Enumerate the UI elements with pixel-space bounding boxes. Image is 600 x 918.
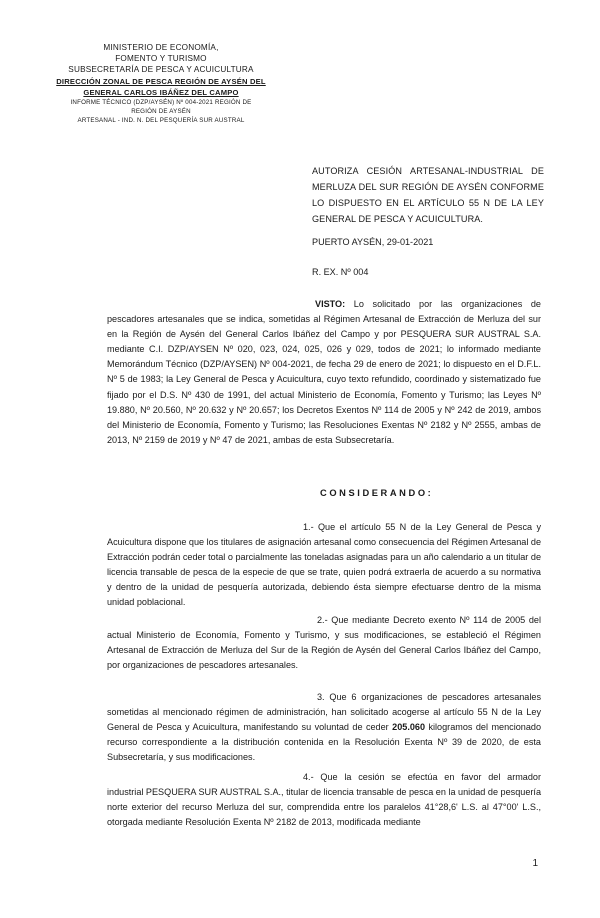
- header-line-small: ARTESANAL - IND. N. DEL PESQUERÍA SUR AUSTRAL: [77, 117, 245, 125]
- header-line: FOMENTO Y TURISMO: [115, 54, 207, 64]
- considerando-paragraph-1: 1.- Que el artículo 55 N de la Ley General de Pesca y Acuicultura dispone que los titulares de asignación artesanal como consecuencia del Régimen Artesanal de Extracción podrán ceder total o parcialmente las toneladas asignadas para un año calendario a un titular de licencia transable de pesca de la especie de que se trate, quien podrá extraerla de acuerdo a su normativa y dentro de la unidad de pesquería autorizada, debiendo ésta siempre efectuarse dentro de la misma unidad poblacional.: [107, 522, 541, 608]
- resolution-date: PUERTO AYSÉN, 29-01-2021: [312, 237, 434, 247]
- paragraph-text: 3. Que 6 organizaciones de pescadores artesanales sometidas al mencionado régimen de administración, han solicitado acogerse al artículo 55 N de la Ley General de Pesca y Acuicultura, manifestando su voluntad de ceder: [107, 692, 541, 733]
- header-line-small: INFORME TÉCNICO (DZP/AYSÉN) Nº 004-2021 REGIÓN DE: [70, 99, 252, 107]
- considerando-paragraph-4: 4.- Que la cesión se efectúa en favor del armador industrial PESQUERA SUR AUSTRAL S.A., titular de licencia transable de pesca en la unidad de pesquería norte exterior del recurso Merluza del sur, comprendida entre los paralelos 41°28,6' L.S. al 47°00' L.S., otorgada mediante Resolución Exenta Nº 2182 de 2013, modificada mediante: [107, 772, 541, 828]
- ministry-header: [52, 42, 270, 125]
- considerando-paragraph-3: [107, 690, 541, 765]
- page-number: 1: [532, 858, 538, 869]
- header-line: SUBSECRETARÍA DE PESCA Y ACUICULTURA: [68, 65, 254, 75]
- header-line: MINISTERIO DE ECONOMÍA,: [103, 43, 219, 52]
- visto-label: VISTO:: [315, 299, 346, 309]
- visto-text: Lo solicitado por las organizaciones de pescadores artesanales que se indica, sometidas al Régimen Artesanal de Extracción de Merluza del sur en la Región de Aysén del General Carlos Ibáñez del Campo y por PESQUERA SUR AUSTRAL S.A. mediante C.I. DZP/AYSEN Nº 020, 023, 024, 025, 026 y 029, todos de 2021; lo informado mediante Memorándum Técnico (DZP/AYSEN) Nº 004-2021, de fecha 29 de enero de 2021; lo dispuesto en el D.F.L. Nº 5 de 1983; la Ley General de Pesca y Acuicultura, cuyo texto refundido, coordinado y sistematizado fue fijado por el D.S. Nº 430 de 1991, del actual Ministerio de Economía, Fomento y Turismo; las Leyes Nº 19.880, Nº 20.560, Nº 20.632 y Nº 20.657; los Decretos Exentos Nº 114 de 2005 y Nº 242 de 2019, ambos del Ministerio de Economía, Fomento y Turismo; las Resoluciones Exentas Nº 2182 y Nº 2555, ambas de 2013, Nº 2159 de 2019 y Nº 47 de 2021, ambas de esta Subsecretaría.: [107, 299, 541, 445]
- visto-paragraph: [107, 297, 541, 448]
- resolution-number: R. EX. Nº 004: [312, 267, 369, 277]
- considerando-paragraph-2: 2.- Que mediante Decreto exento Nº 114 de 2005 del actual Ministerio de Economía, Fomento y Turismo, y sus modificaciones, se estableció el Régimen Artesanal de Extracción de Merluza del Sur de la Región de Aysén del General Carlos Ibáñez del Campo, por organizaciones de pescadores artesanales.: [107, 615, 541, 671]
- resolution-title: AUTORIZA CESIÓN ARTESANAL-INDUSTRIAL DE MERLUZA DEL SUR REGIÓN DE AYSÉN CONFORME LO DISPUESTO EN EL ARTÍCULO 55 N DE LA LEY GENERAL DE PESCA Y ACUICULTURA.: [312, 166, 544, 224]
- header-line-small: REGIÓN DE AYSÉN: [131, 108, 191, 116]
- paragraph-text: kilogramos del mencionado recurso correspondiente a la distribución contenida en la Resolución Exenta Nº 39 de 2020, de esta Subsecretaría, y sus modificaciones.: [107, 722, 541, 763]
- header-line-bold: GENERAL CARLOS IBÁÑEZ DEL CAMPO: [83, 87, 239, 97]
- ceded-kilograms: 205.060: [392, 722, 426, 733]
- header-line-bold: DIRECCIÓN ZONAL DE PESCA REGIÓN DE AYSÉN DEL: [56, 76, 266, 86]
- considerando-heading: CONSIDERANDO:: [320, 488, 434, 498]
